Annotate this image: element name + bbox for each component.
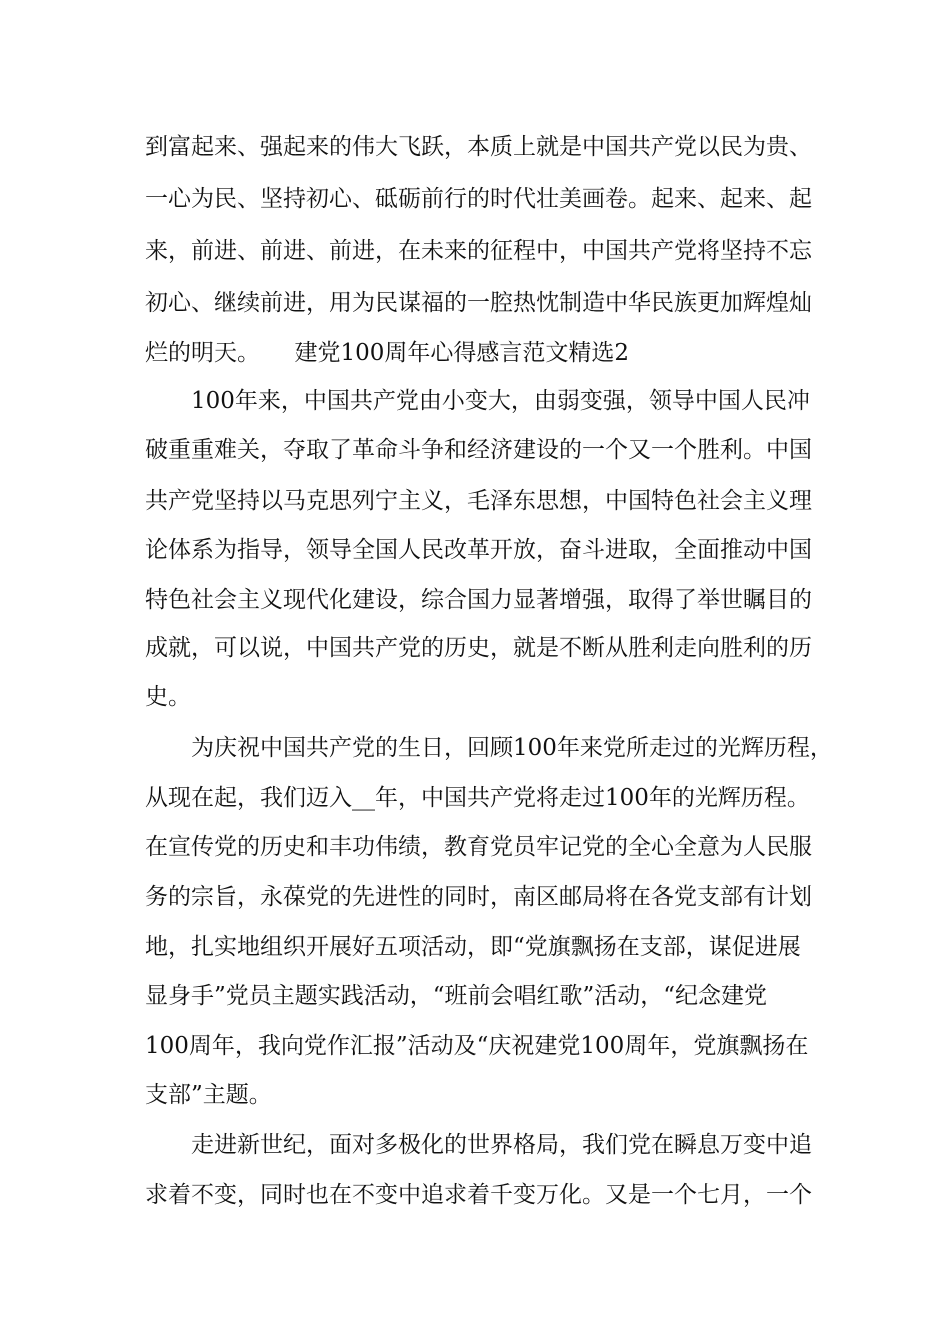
text-line: 地，扎实地组织开展好五项活动，即“党旗飘扬在支部，谋促进展 — [145, 934, 801, 960]
text-line: 成就，可以说，中国共产党的历史，就是不断从胜利走向胜利的历 — [145, 635, 812, 661]
text-line: 一心为民、坚持初心、砥砺前行的时代壮美画卷。起来、起来、起 — [145, 186, 812, 212]
text-line: 初心、继续前进，用为民谋福的一腔热忱制造中华民族更加辉煌灿 — [145, 290, 812, 316]
text-line: 为庆祝中国共产党的生日，回顾100年来党所走过的光辉历程， — [191, 735, 833, 761]
text-line: 到富起来、强起来的伟大飞跃，本质上就是中国共产党以民为贵、 — [145, 134, 812, 160]
text-line: 支部”主题。 — [145, 1082, 272, 1108]
text-line: 特色社会主义现代化建设，综合国力显著增强，取得了举世瞩目的 — [145, 587, 812, 613]
text-line: 烂的明天。 建党100周年心得感言范文精选2 — [145, 340, 630, 366]
text-line: 共产党坚持以马克思列宁主义，毛泽东思想，中国特色社会主义理 — [145, 488, 812, 514]
text-line: 破重重难关，夺取了革命斗争和经济建设的一个又一个胜利。中国 — [145, 437, 812, 463]
text-line: 史。 — [145, 684, 191, 710]
text-line: 100周年，我向党作汇报”活动及“庆祝建党100周年，党旗飘扬在 — [145, 1033, 809, 1059]
text-line: 务的宗旨，永葆党的先进性的同时，南区邮局将在各党支部有计划 — [145, 884, 812, 910]
text-line: 论体系为指导，领导全国人民改革开放，奋斗进取，全面推动中国 — [145, 537, 812, 563]
text-line: 从现在起，我们迈入__年，中国共产党将走过100年的光辉历程。 — [145, 785, 810, 811]
text-line: 100年来，中国共产党由小变大，由弱变强，领导中国人民冲 — [191, 388, 810, 414]
text-line: 显身手”党员主题实践活动，“班前会唱红歌”活动，“纪念建党 — [145, 983, 768, 1009]
text-line: 求着不变，同时也在不变中追求着千变万化。又是一个七月，一个 — [145, 1182, 812, 1208]
text-line: 在宣传党的历史和丰功伟绩，教育党员牢记党的全心全意为人民服 — [145, 834, 812, 860]
text-line: 走进新世纪，面对多极化的世界格局，我们党在瞬息万变中追 — [191, 1132, 812, 1158]
text-line: 来，前进、前进、前进，在未来的征程中，中国共产党将坚持不忘 — [145, 238, 812, 264]
